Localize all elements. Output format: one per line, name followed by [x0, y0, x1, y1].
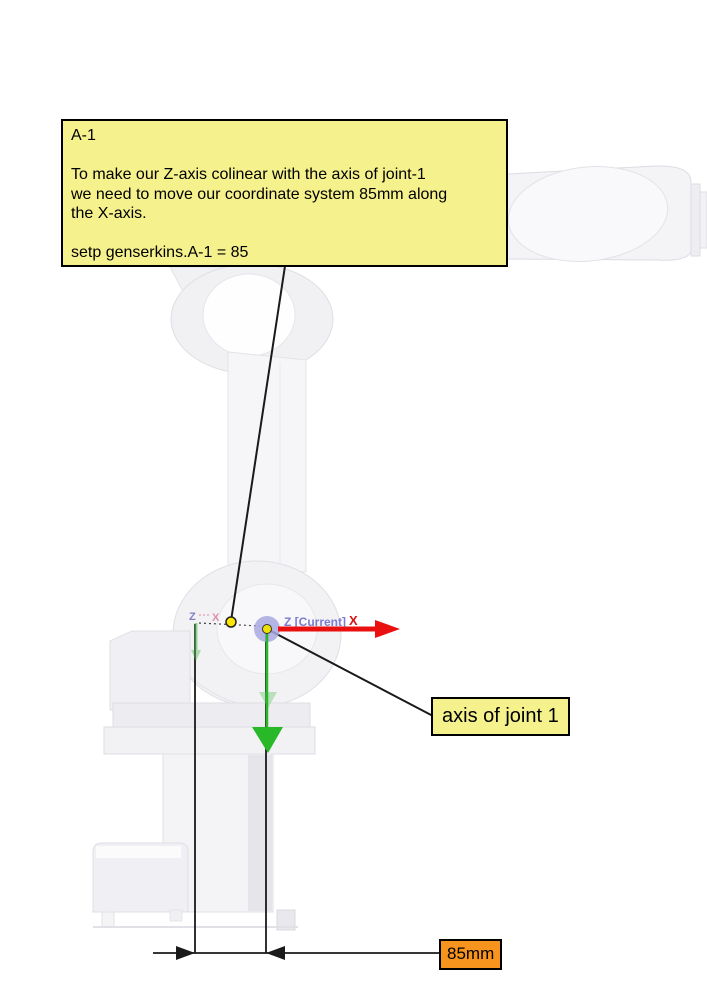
dimension-callout	[439, 939, 502, 970]
leader-anchor-dot	[226, 617, 236, 627]
robot-base-disc2	[104, 727, 315, 754]
dimension-arrow-left	[176, 946, 195, 960]
previous-frame-z-label: Z	[189, 611, 196, 623]
robot-base-bracket	[110, 631, 190, 710]
note-gap	[71, 146, 498, 166]
dimension-label: 85mm	[447, 944, 495, 963]
robot-base-column-shade	[248, 755, 272, 911]
current-frame-z-label: Z [Current]	[284, 615, 346, 629]
previous-frame-x-label: X	[212, 612, 220, 624]
robot-wrist-step1	[691, 184, 700, 256]
robot-rear-housing-highlight	[96, 846, 181, 858]
note-command: setp genserkins.A-1 = 85	[71, 244, 249, 261]
note-body-line1: To make our Z-axis colinear with the axis of joint-1	[71, 166, 426, 183]
joint1-axis-dot	[263, 625, 272, 634]
robot-base-disc1	[113, 703, 310, 727]
x-axis-arrowhead	[375, 620, 400, 638]
robot-wrist-step2	[700, 192, 707, 248]
note-gap	[71, 224, 498, 244]
current-frame-x-label: X	[349, 613, 358, 628]
robot-foot-mid	[170, 910, 182, 921]
note-box	[61, 119, 508, 267]
note-body-line3: the X-axis.	[71, 205, 147, 222]
robot-foot-left	[102, 912, 114, 927]
axis-of-joint-callout	[431, 697, 570, 736]
robot-model	[93, 159, 707, 930]
robot-forearm	[504, 159, 707, 269]
note-title: A-1	[71, 127, 96, 144]
dimension-arrow-right	[266, 946, 285, 960]
axis-of-joint-label: axis of joint 1	[442, 705, 559, 727]
note-body-line2: we need to move our coordinate system 85mm along	[71, 185, 448, 203]
